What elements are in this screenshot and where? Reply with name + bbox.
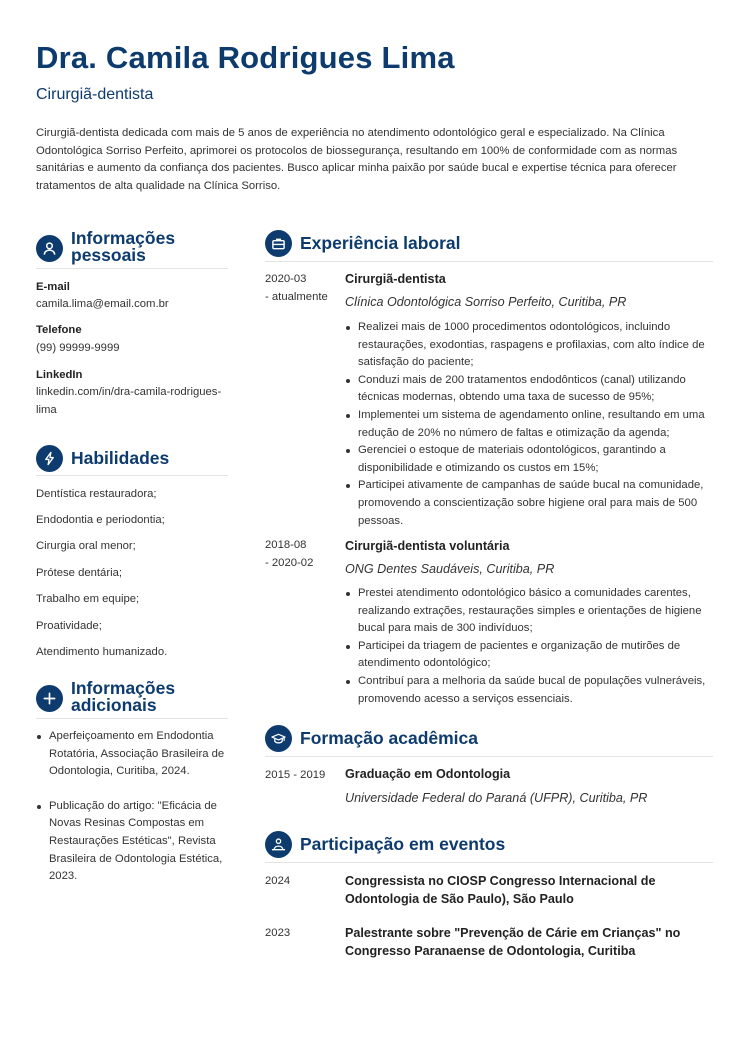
skill-item: Dentística restauradora; — [36, 488, 157, 500]
section-title: Informações adicionais — [71, 678, 176, 715]
graduation-cap-icon — [265, 725, 292, 752]
education-date: 2015 - 2019 — [265, 769, 326, 781]
section-experience — [265, 230, 713, 262]
job-title: Cirurgiã-dentista voluntária — [345, 539, 510, 553]
email-label: E-mail — [36, 281, 70, 293]
section-personal-info — [36, 230, 228, 269]
skill-item: Prótese dentária; — [36, 567, 123, 579]
section-title: Experiência laboral — [300, 233, 461, 253]
job-achievements — [345, 585, 713, 708]
briefcase-icon — [265, 230, 292, 257]
profile-summary: Cirurgiã-dentista dedicada com mais de 5 anos de experiência no atendimento odontológico geral e especializado. Na Clínica Odontológica Sorriso Perfeito, aprimorei os protocolos de biossegurança, resultando em 100% de conformidade com as normas sanitárias e aumento da confiança dos pacientes. Busco aplicar minha paixão por saúde bucal e expertise técnica para oferecer tratamentos de alta qualidade na Clínica Sorriso. — [36, 127, 678, 192]
email-value: camila.lima@email.com.br — [36, 298, 169, 310]
section-education — [265, 725, 713, 757]
list-item: Contribuí para a melhoria da saúde bucal de populações vulneráveis, promovendo acesso a serviços essenciais. — [345, 673, 713, 708]
job-date: 2020-03 - atualmente — [265, 273, 328, 303]
list-item: Realizei mais de 1000 procedimentos odontológicos, incluindo restaurações, exodontias, raspagens e profilaxias, com alto índice de satisfação do paciente; — [345, 319, 713, 372]
skill-item: Endodontia e periodontia; — [36, 514, 165, 526]
plus-icon — [36, 685, 63, 712]
linkedin-label: LinkedIn — [36, 369, 83, 381]
event-year: 2023 — [265, 927, 291, 939]
list-item: Prestei atendimento odontológico básico a comunidades carentes, realizando extrações, restaurações simples e orientações de higiene bucal para mais de 300 indivíduos; — [345, 585, 713, 638]
section-skills — [36, 446, 228, 476]
phone-value: (99) 99999-9999 — [36, 342, 120, 354]
skill-item: Cirurgia oral menor; — [36, 540, 136, 552]
event-title: Palestrante sobre "Prevenção de Cárie em Crianças" no Congresso Paranaense de Odontologia, Curitiba — [345, 926, 681, 958]
job-organization: ONG Dentes Saudáveis, Curitiba, PR — [345, 562, 555, 576]
list-item: Implementei um sistema de agendamento online, resultando em uma redução de 20% no número de faltas e otimização da agenda; — [345, 407, 713, 442]
job-achievements — [345, 319, 713, 530]
job-title: Cirurgiã-dentista — [345, 272, 446, 286]
section-title: Habilidades — [71, 448, 170, 468]
list-item: Participei ativamente de campanhas de saúde bucal na comunidade, promovendo a conscientização sobre higiene oral para mais de 500 pessoas. — [345, 477, 713, 530]
section-title: Informações pessoais — [71, 228, 176, 265]
lightning-icon — [36, 445, 63, 472]
section-title: Participação em eventos — [300, 834, 506, 854]
event-year: 2024 — [265, 875, 291, 887]
phone-label: Telefone — [36, 324, 82, 336]
list-item: Publicação do artigo: "Eficácia de Novas Resinas Compostas em Restaurações Estéticas", Revista Brasileira de Odontologia Estética, 2023. — [36, 798, 231, 886]
candidate-name: Dra. Camila Rodrigues Lima — [36, 40, 455, 75]
user-icon — [36, 235, 63, 262]
section-title: Formação acadêmica — [300, 728, 479, 748]
list-item: Conduzi mais de 200 tratamentos endodônticos (canal) utilizando técnicas modernas, obtendo uma taxa de sucesso de 95%; — [345, 372, 713, 407]
additional-info-list — [36, 728, 231, 903]
section-additional-info — [36, 680, 228, 719]
section-events — [265, 831, 713, 863]
linkedin-value: linkedin.com/in/dra-camila-rodrigues-lima — [36, 386, 222, 416]
people-icon — [265, 831, 292, 858]
list-item: Participei da triagem de pacientes e organização de mutirões de atendimento odontológico; — [345, 638, 713, 673]
school-name: Universidade Federal do Paraná (UFPR), Curitiba, PR — [345, 791, 648, 805]
event-title: Congressista no CIOSP Congresso Internacional de Odontologia de São Paulo), São Paulo — [345, 874, 656, 906]
job-organization: Clínica Odontológica Sorriso Perfeito, Curitiba, PR — [345, 295, 627, 309]
candidate-role: Cirurgiã-dentista — [36, 86, 154, 103]
list-item: Gerenciei o estoque de materiais odontológicos, garantindo a disponibilidade e otimizando os custos em 15%; — [345, 442, 713, 477]
skill-item: Proatividade; — [36, 620, 102, 632]
degree-title: Graduação em Odontologia — [345, 767, 511, 781]
job-date: 2018-08 - 2020-02 — [265, 539, 314, 569]
skill-item: Trabalho em equipe; — [36, 593, 140, 605]
skill-item: Atendimento humanizado. — [36, 646, 168, 658]
list-item: Aperfeiçoamento em Endodontia Rotatória, Associação Brasileira de Odontologia, Curitiba, 2024. — [36, 728, 231, 781]
